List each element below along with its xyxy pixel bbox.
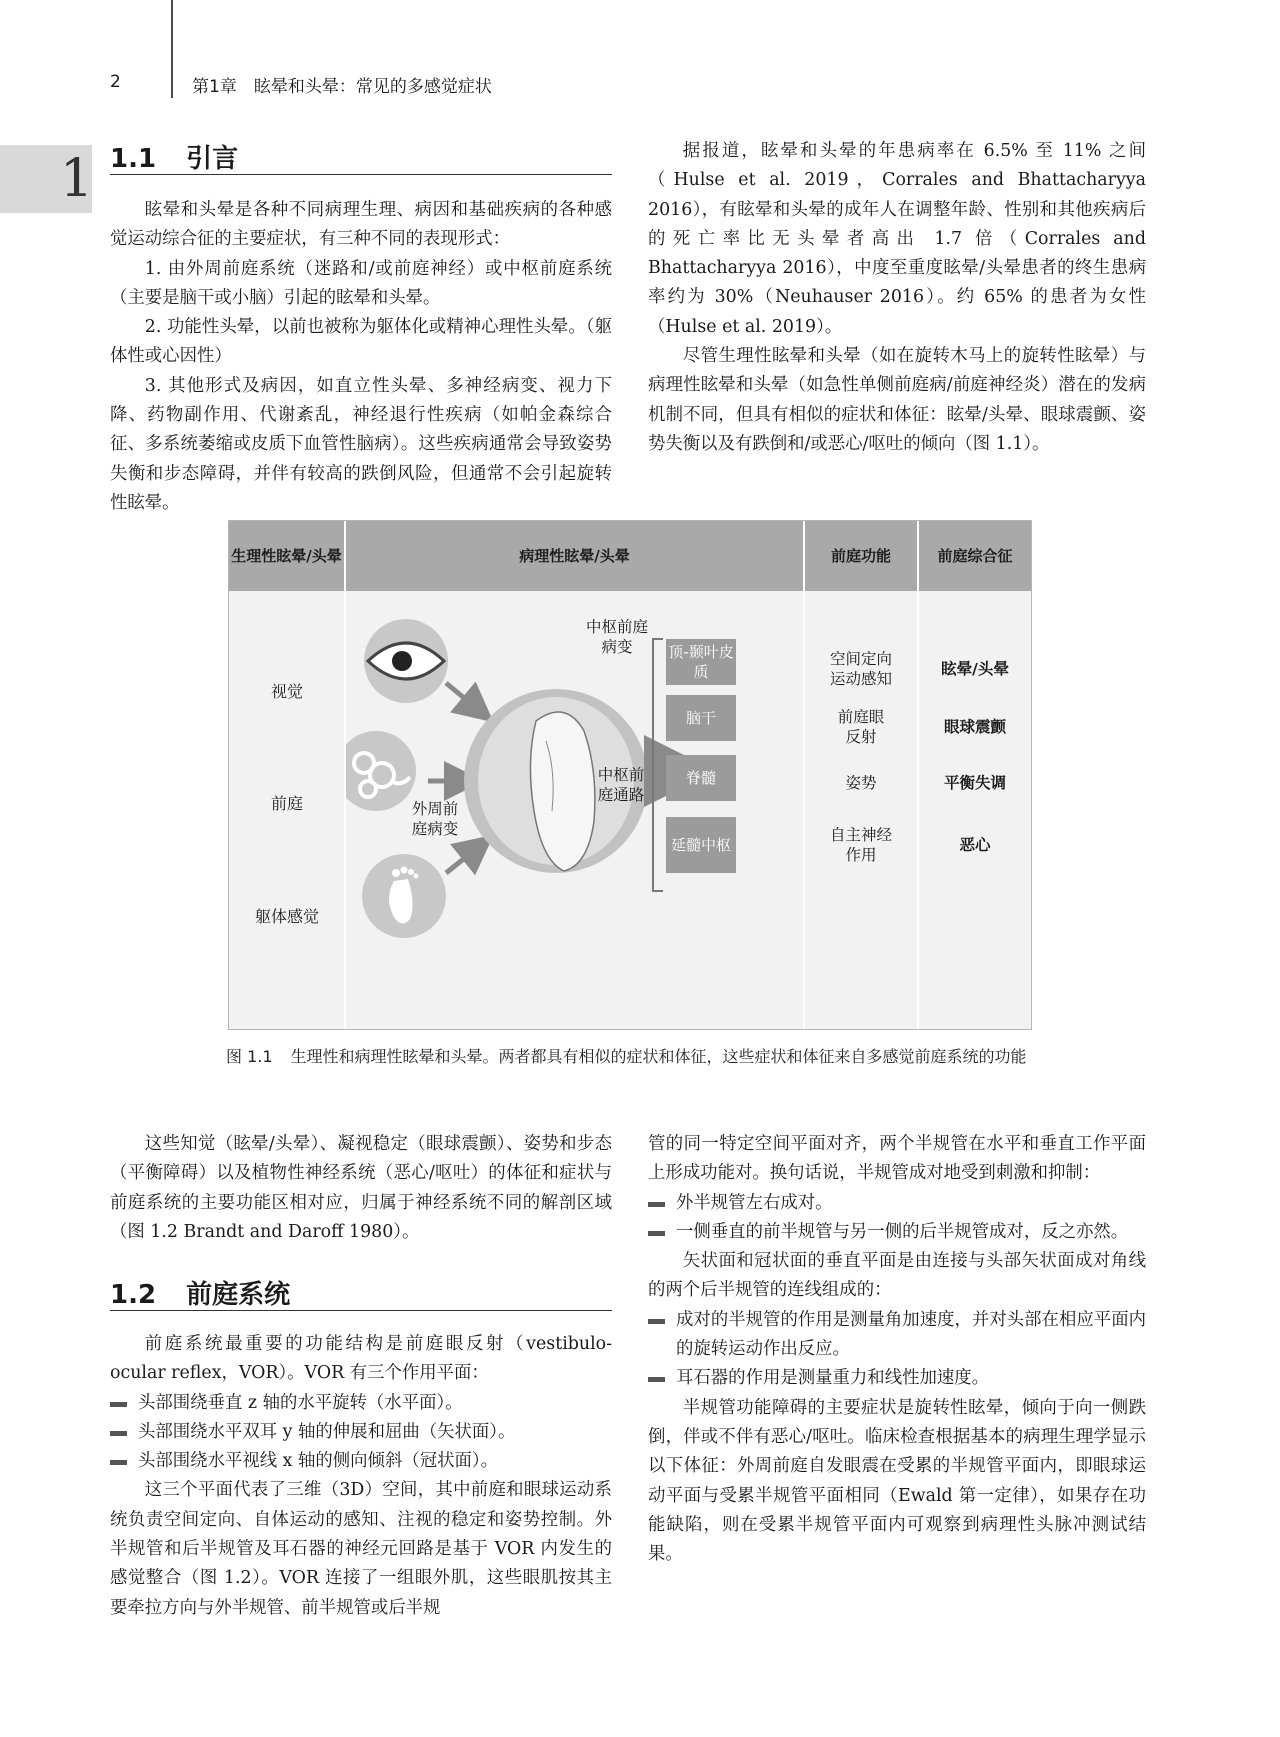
list-item: 外半规管左右成对。 — [648, 1189, 1146, 1218]
figure-caption-number: 图 1.1 — [226, 1047, 273, 1066]
list-item: 头部围绕垂直 z 轴的水平旋转（水平面）。 — [110, 1389, 612, 1418]
figure-caption-text: 生理性和病理性眩晕和头晕。两者都具有相似的症状和体征，这些症状和体征来自多感觉前庭系统的功能 — [290, 1047, 1027, 1066]
section-heading-1-1 — [110, 138, 238, 175]
figure-caption — [226, 1044, 1046, 1070]
structure-brainstem: 脑干 — [666, 695, 736, 741]
central-pathway-label: 中枢前庭通路 — [597, 766, 645, 804]
left-column-section-1-2 — [110, 1330, 612, 1623]
header-pathological: 病理性眩晕/头晕 — [519, 547, 630, 565]
right-column-top — [648, 137, 1146, 459]
row-label-somatosensory: 躯体感觉 — [254, 907, 319, 926]
list-item: 头部围绕水平视线 x 轴的侧向倾斜（冠状面）。 — [110, 1447, 612, 1476]
central-lesion-label: 中枢前庭病变 — [585, 618, 648, 656]
page-number: 2 — [110, 72, 121, 92]
bullet-dash — [648, 1231, 665, 1236]
header-physiological: 生理性眩晕/头晕 — [231, 547, 342, 565]
bullet-dash — [648, 1377, 665, 1382]
eye-icon — [364, 619, 448, 703]
function-posture: 姿势 — [845, 774, 877, 792]
left-column-top — [110, 196, 612, 518]
bullet-dash — [648, 1202, 665, 1207]
paragraph: 这三个平面代表了三维（3D）空间，其中前庭和眼球运动系统负责空间定向、自体运动的感知、注视的稳定和姿势控制。外半规管和后半规管及耳石器的神经元回路是基于 VOR 内发生的感觉整合（图 1.2）。VOR 连接了一组眼外肌，这些眼肌按其主要牵拉方向与外半规管、前半规管或后半规 — [110, 1480, 612, 1618]
header-divider — [171, 0, 173, 98]
peripheral-lesion-label: 外周前庭病变 — [411, 800, 459, 838]
paragraph: 这些知觉（眩晕/头晕）、凝视稳定（眼球震颤）、姿势和步态（平衡障碍）以及植物性神经系统（恶心/呕吐）的体征和症状与前庭系统的主要功能区相对应，归属于神经系统不同的解剖区域（图 1.2 Brandt and Daroff 1980）。 — [110, 1134, 612, 1242]
paragraph: 管的同一特定空间平面对齐，两个半规管在水平和垂直工作平面上形成功能对。换句话说，半规管成对地受到刺激和抑制： — [648, 1134, 1146, 1184]
list-item: 头部围绕水平双耳 y 轴的伸展和屈曲（矢状面）。 — [110, 1418, 612, 1447]
bracket — [649, 637, 665, 893]
chapter-tab — [0, 145, 92, 213]
bullet-dash — [110, 1431, 127, 1436]
list-item: 成对的半规管的作用是测量角加速度，并对头部在相应平面内的旋转运动作出反应。 — [648, 1306, 1146, 1365]
left-column-bottom — [110, 1130, 612, 1247]
row-label-vestibular: 前庭 — [270, 794, 303, 813]
function-spatial-orientation: 空间定向运动感知 — [829, 650, 892, 688]
syndrome-vertigo: 眩晕/头晕 — [941, 660, 1009, 678]
heading-rule — [110, 1310, 612, 1311]
structure-cortex: 顶-颞叶皮质 — [666, 639, 736, 685]
figure-1-1 — [228, 520, 1032, 1030]
paragraph: 半规管功能障碍的主要症状是旋转性眩晕，倾向于向一侧跌倒，伴或不伴有恶心/呕吐。临床检查根据基本的病理生理学显示以下体征：外周前庭自发眼震在受累的半规管平面内，即眼球运动平面与受累半规管平面相同（Ewald 第一定律），如果存在功能缺陷，则在受累半规管平面内可观察到病理性头脉冲测试结果。 — [648, 1397, 1146, 1565]
paragraph: 据报道，眩晕和头晕的年患病率在 6.5% 至 11% 之间（Hulse et al. 2019，Corrales and Bhattacharyya 2016），有眩晕和头晕的成年人在调整年龄、性别和其他疾病后的死亡率比无头晕者高出 1.7 倍（Corrales and Bhattacharyya 2016），中度至重度眩晕/头晕患者的终生患病率约为 30%（Neuhauser 2016）。约 65% 的患者为女性（Hulse et al. 2019）。 — [648, 141, 1146, 337]
footprint-icon — [362, 854, 446, 938]
section-title: 引言 — [186, 144, 239, 174]
header-vestibular-syndrome: 前庭综合征 — [937, 547, 1013, 565]
chapter-number: 1 — [60, 149, 94, 209]
section-number: 1.1 — [110, 144, 157, 174]
paragraph: 前庭系统最重要的功能结构是前庭眼反射（vestibulo-ocular reflex，VOR）。VOR 有三个作用平面： — [110, 1334, 612, 1384]
right-column-bottom — [648, 1130, 1146, 1569]
bullet-dash — [110, 1460, 127, 1465]
section-number: 1.2 — [110, 1280, 157, 1310]
paragraph: 3. 其他形式及病因，如直立性头晕、多神经病变、视力下降、药物副作用、代谢紊乱，神经退行性疾病（如帕金森综合征、多系统萎缩或皮质下血管性脑病）。这些疾病通常会导致姿势失衡和步态障碍，并伴有较高的跌倒风险，但通常不会引起旋转性眩晕。 — [110, 375, 612, 513]
function-autonomic: 自主神经作用 — [829, 826, 892, 864]
paragraph: 尽管生理性眩晕和头晕（如在旋转木马上的旋转性眩晕）与病理性眩晕和头晕（如急性单侧前庭病/前庭神经炎）潜在的发病机制不同，但具有相似的症状和体征：眩晕/头晕、眼球震颤、姿势失衡以及有跌倒和/或恶心/呕吐的倾向（图 1.1）。 — [648, 346, 1146, 454]
section-title: 前庭系统 — [186, 1280, 291, 1310]
list-item: 一侧垂直的前半规管与另一侧的后半规管成对，反之亦然。 — [648, 1218, 1146, 1247]
section-heading-1-2 — [110, 1274, 290, 1311]
bullet-dash — [648, 1319, 665, 1324]
paragraph: 矢状面和冠状面的垂直平面是由连接与头部矢状面成对角线的两个后半规管的连线组成的： — [648, 1251, 1146, 1301]
structure-spinal-cord: 脊髓 — [666, 755, 736, 801]
function-vor: 前庭眼反射 — [837, 708, 885, 746]
syndrome-imbalance: 平衡失调 — [943, 774, 1006, 792]
syndrome-nystagmus: 眼球震颤 — [943, 718, 1006, 736]
structure-medulla: 延髓中枢 — [666, 817, 736, 873]
bullet-dash — [110, 1402, 127, 1407]
running-head: 第1章 眩晕和头晕：常见的多感觉症状 — [192, 77, 492, 97]
paragraph: 眩晕和头晕是各种不同病理生理、病因和基础疾病的各种感觉运动综合征的主要症状，有三种不同的表现形式： — [110, 200, 612, 250]
syndrome-nausea: 恶心 — [959, 836, 991, 854]
list-item: 耳石器的作用是测量重力和线性加速度。 — [648, 1364, 1146, 1393]
paragraph: 2. 功能性头晕，以前也被称为躯体化或精神心理性头晕。（躯体性或心因性） — [110, 317, 612, 367]
paragraph: 1. 由外周前庭系统（迷路和/或前庭神经）或中枢前庭系统（主要是脑干或小脑）引起的眩晕和头晕。 — [110, 258, 612, 308]
heading-rule — [110, 174, 612, 175]
header-vestibular-function: 前庭功能 — [830, 547, 891, 565]
row-label-visual: 视觉 — [270, 682, 303, 701]
